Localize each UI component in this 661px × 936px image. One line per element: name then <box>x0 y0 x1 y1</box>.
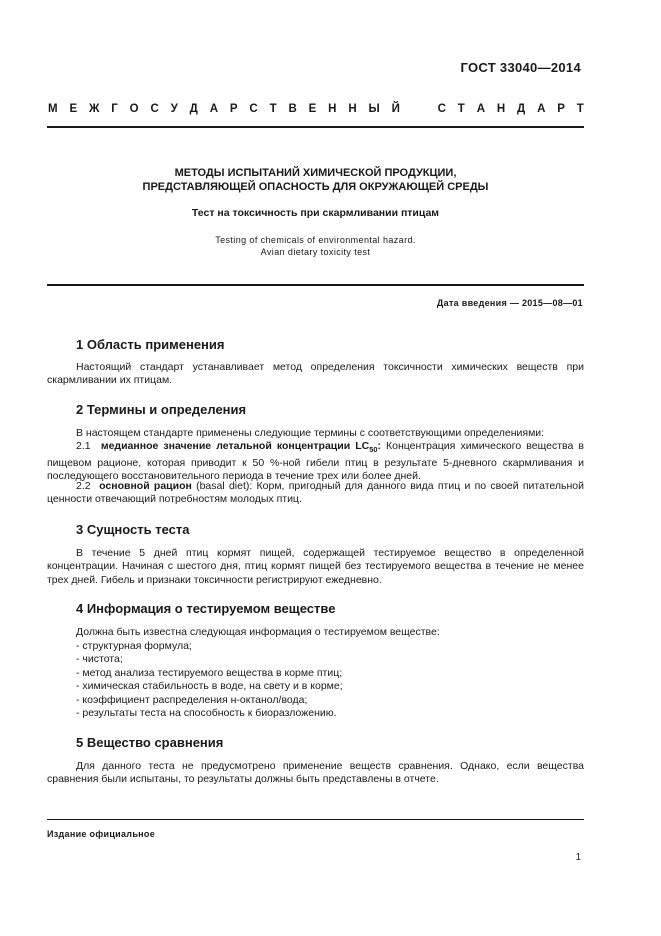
list-item: - химическая стабильность в воде, на свету и в корме; <box>76 680 343 693</box>
interstate-letter: О <box>129 103 139 115</box>
interstate-letter: Т <box>269 103 277 115</box>
interstate-letter: Ж <box>88 103 100 115</box>
list-item: - структурная формула; <box>76 640 192 652</box>
interstate-letter: С <box>249 103 258 115</box>
title-line-1: МЕТОДЫ ИСПЫТАНИЙ ХИМИЧЕСКОЙ ПРОДУКЦИИ, <box>174 167 457 179</box>
section-4-intro: Должна быть известна следующая информация о тестируемом веществе: <box>76 626 440 638</box>
english-title <box>47 234 584 258</box>
official-edition-label: Издание официальное <box>47 829 156 839</box>
document-subtitle: Тест на токсичность при скармливании птицам <box>191 207 440 219</box>
term-2-2: 2.2 основной рацион (basal diet): Корм, пригодный для данного вида птиц и по своей питательной ценности отвечающий потребностям молодых птиц. <box>47 480 585 506</box>
interstate-letter: У <box>170 103 178 115</box>
section-4-heading: 4 Информация о тестируемом веществе <box>76 601 336 616</box>
interstate-letter: С <box>437 103 446 115</box>
interstate-letter: Н <box>328 103 337 115</box>
header-rule <box>47 126 584 128</box>
section-3-heading: 3 Сущность теста <box>76 522 190 537</box>
section-3-text: В течение 5 дней птиц кормят пищей, содержащей тестируемое вещество в определенной концентрации. Начиная с шестого дня, птиц кормят пищей без тестируемого вещества в течение не менее трех дней. Гибель и признаки токсичности регистрируют ежедневно. <box>47 547 584 586</box>
interstate-letter: Н <box>348 103 357 115</box>
interstate-letter: С <box>150 103 159 115</box>
section-4-list <box>76 640 343 720</box>
interstate-letter: Д <box>189 103 198 115</box>
interstate-letter: В <box>288 103 297 115</box>
interstate-word-gap <box>412 103 426 115</box>
list-item: - чистота; <box>76 653 123 666</box>
interstate-letter: Й <box>391 103 400 115</box>
section-5-text: Для данного теста не предусмотрено применение веществ сравнения. Однако, если вещества сравнения были испытаны, то результаты должны быть представлены в отчете. <box>47 760 584 786</box>
interstate-letter: Е <box>308 103 317 115</box>
footer-rule <box>47 819 584 820</box>
interstate-letter: Г <box>111 103 118 115</box>
section-2-heading: 2 Термины и определения <box>76 402 247 417</box>
interstate-letter: Е <box>69 103 78 115</box>
section-5-heading: 5 Вещество сравнения <box>76 735 224 750</box>
page-number: 1 <box>575 852 581 863</box>
interstate-letter: Т <box>457 103 465 115</box>
interstate-letter: Р <box>557 103 565 115</box>
title-rule <box>47 284 584 286</box>
english-title-line-2: Avian dietary toxicity test <box>260 247 371 257</box>
document-title <box>47 166 584 194</box>
section-1-text: Настоящий стандарт устанавливает метод определения токсичности химических веществ при скармливании их птицам. <box>47 361 584 387</box>
interstate-letter: Н <box>496 103 506 115</box>
title-line-2: ПРЕДСТАВЛЯЮЩЕЙ ОПАСНОСТЬ ДЛЯ ОКРУЖАЮЩЕЙ СРЕДЫ <box>142 181 489 193</box>
interstate-letter: А <box>476 103 485 115</box>
interstate-standard-heading <box>48 103 584 115</box>
interstate-letter: Р <box>229 103 238 115</box>
interstate-letter: Т <box>576 103 584 115</box>
interstate-letter: Д <box>517 103 526 115</box>
section-2-intro: В настоящем стандарте применены следующие термины с соответствующими определениями: <box>76 427 545 439</box>
term-2-2-name: основной рацион <box>99 480 192 492</box>
interstate-letter: М <box>48 103 58 115</box>
introduction-date: Дата введения — 2015—08—01 <box>436 298 583 308</box>
interstate-letter: Ы <box>368 103 380 115</box>
interstate-letter: А <box>209 103 219 115</box>
term-2-1: 2.1 медианное значение летальной концентрации $LC_{50}$: Концентрация химического вещества в пищевом рационе, которая приводит к 50 %-ной гибели птиц в результате 5-дневного скармливания и последующего восстановительного периода в течение трех или более дней. <box>47 440 585 482</box>
list-item: - коэффициент распределения н-октанол/вода; <box>76 693 308 706</box>
document-code: ГОСТ 33040—2014 <box>460 60 581 75</box>
list-item: - результаты теста на способность к биоразложению. <box>76 707 337 720</box>
interstate-letter: А <box>537 103 546 115</box>
section-1-heading: 1 Область применения <box>76 337 225 352</box>
list-item: - метод анализа тестируемого вещества в корме птиц; <box>76 666 343 679</box>
english-title-line-1: Testing of chemicals of environmental hazard. <box>215 235 416 245</box>
term-2-1-name: медианное значение летальной концентрации LC <box>100 440 370 452</box>
